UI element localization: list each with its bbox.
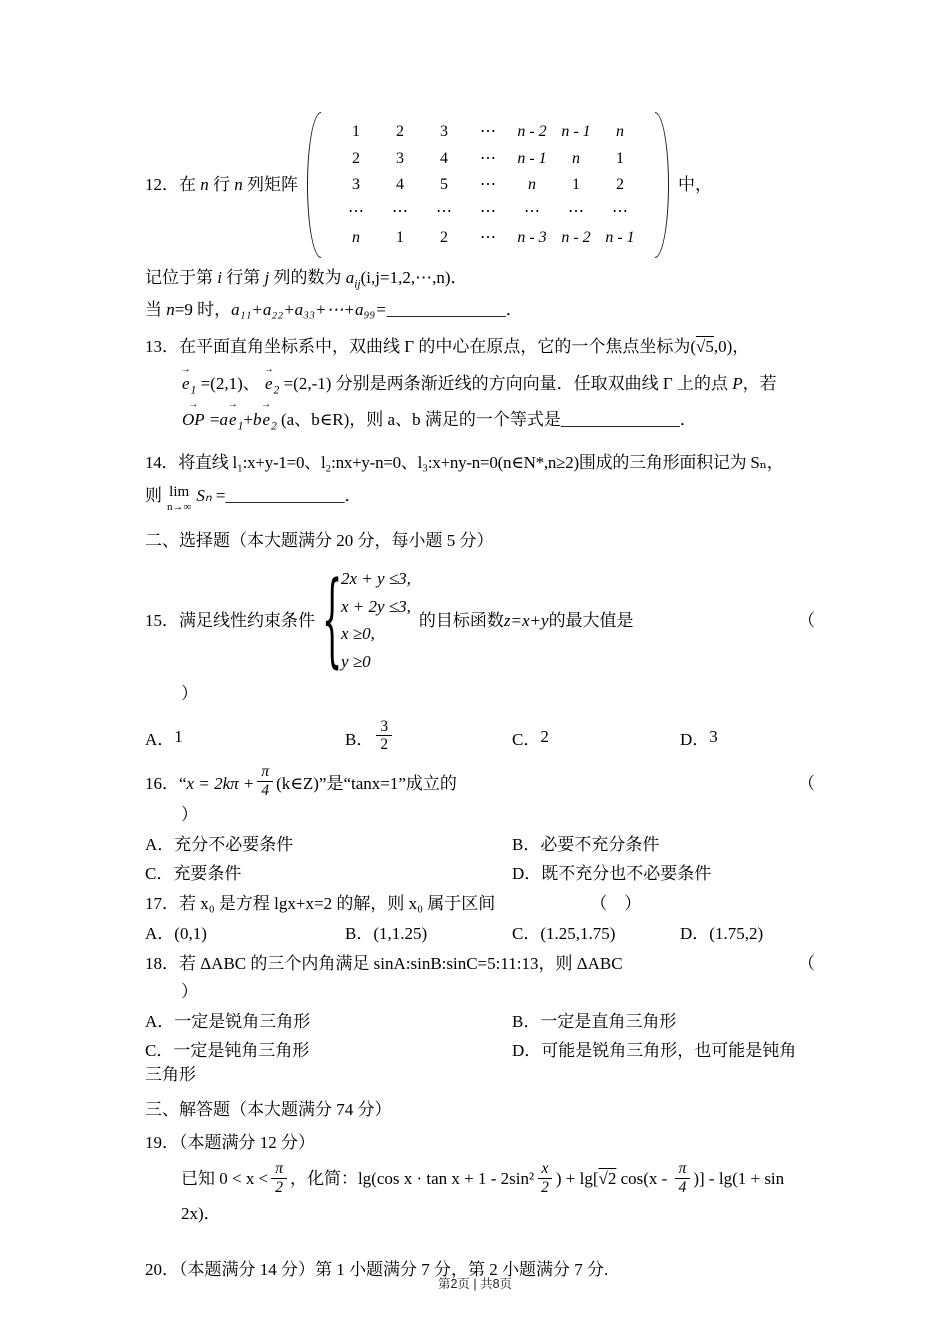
matrix-cell: 3 [396,149,404,167]
problem-15-statement [145,562,815,678]
text-run: 的目标函数 [418,610,504,630]
math-var-j: j [264,267,270,287]
problem-12-statement [145,112,815,258]
math-var-n: n [200,175,209,195]
text-run: 记位于第 [145,267,218,287]
problem-14-line-2 [145,482,815,514]
matrix-cell: 2 [352,149,360,167]
left-brace [323,595,341,646]
text-run: ． [344,486,362,506]
constraint-line: 2x + y ≤3, [341,569,411,589]
q12-number: 12． [145,175,179,195]
math-var-e: e [265,374,273,394]
option-value: 2 [540,727,549,747]
math-expression: )] - lg(1 + sin 2x)． [181,1169,785,1224]
option-d: D．既不充分也不必要条件 [512,864,712,884]
problem-15-close-paren [145,680,815,707]
text-run: ( [690,337,696,357]
option-c: C．(1.25,1.75) [512,924,616,944]
q15-lead [145,607,315,634]
problem-18-options [145,1007,815,1061]
matrix-cell: ⋯ [480,202,496,220]
matrix-cell: 2 [440,229,448,247]
limit-expression [167,485,191,513]
sqrt-2: √2 [598,1169,617,1189]
problem-16-close-paren [145,801,815,828]
problem-12-line-2 [145,264,815,294]
constraint-line: y ≥0 [341,651,371,671]
fraction-x-2 [537,1160,553,1196]
text-run: (a、b∈R)，则 a、b 满足的一个等式是 [276,409,561,429]
vector-e2 [261,404,271,436]
matrix-cell: ⋯ [436,202,452,220]
fraction-denominator: 2 [380,735,389,753]
text-run: 将直线 l₁:x+y-1=0、l₂:nx+y-n=0、l₃:x+ny-n=0(n∈N*,n≥2)围成的三角形面积记为 Sₙ， [178,452,784,472]
math-expression: x = 2kπ + [186,773,255,793]
matrix [307,112,669,258]
math-expression: cos(x - [616,1169,672,1189]
text-run: ，若 [742,374,777,394]
option-d [680,725,815,750]
matrix-cell: n - 3 [517,229,547,247]
option-b: B．(1,1.25) [345,924,428,944]
text-run: (k∈Z) [276,773,319,793]
matrix-cell: n - 1 [517,149,547,167]
math-var-b: b [252,409,262,429]
math-subscript: 1 [190,383,197,397]
text-run: =9 时， [174,299,232,319]
fraction-pi-4 [675,1160,691,1196]
constraint-line: x ≥0, [341,624,375,644]
matrix-cell: n - 2 [561,229,591,247]
text-run: =(2,1)、 [196,374,264,394]
answer-parens: （ ） [590,894,642,914]
matrix-row [334,120,642,144]
matrix-cell: n [352,229,360,247]
problem-18-option-d-wrap [145,1061,815,1088]
text-run: (i,j=1,2,⋯,n)． [360,267,468,287]
q16-number: 16． [145,773,179,793]
fraction-denominator: 4 [261,781,270,799]
text-run: ． [679,409,697,429]
text-run: + [243,409,253,429]
problem-14-statement [145,449,815,476]
problem-19-statement [145,1129,815,1156]
matrix-cell: ⋯ [392,202,408,220]
text-run: 列的数为 [269,267,346,287]
fraction-denominator: 2 [275,1178,283,1196]
matrix-row [334,147,642,171]
page-footer [0,1274,950,1292]
vector-OP [181,404,206,436]
option-a [145,725,345,750]
problem-16-options [145,830,815,884]
problem-17-options [145,919,815,944]
sqrt-5: √5 [696,337,714,357]
limit-operator: lim [169,484,190,501]
problem-16-statement [145,765,815,801]
answer-blank: ______________ [225,486,345,506]
answer-open-paren: （ [798,773,815,793]
matrix-cell: ⋯ [524,202,540,220]
q12-lead-text [145,171,298,198]
text-run: =(2,-1) [279,374,332,394]
problem-18-statement [145,950,815,977]
option-a: A．充分不必要条件 [145,835,294,855]
fraction-denominator: 4 [678,1178,687,1196]
option-b: B．一定是直角三角形 [512,1011,677,1031]
matrix-grid [326,112,650,258]
option-label: B． [345,729,374,749]
text-run: 在 [179,175,201,195]
option-a: A．一定是锐角三角形 [145,1011,311,1031]
text-run: ,0) [713,337,733,357]
q19-number: 19． [145,1133,179,1153]
text-run: 中， [678,175,712,195]
option-b [345,717,512,756]
option-label: D． [680,729,710,749]
math-var-n: n [166,299,175,319]
option-label: A． [145,729,175,749]
answer-blank: ______________ [386,299,506,319]
matrix-cell: n - 2 [517,123,547,140]
matrix-cell: 3 [440,123,448,140]
text-run: 若 ΔABC 的三个内角满足 sinA:sinB:sinC=5:11:13，则 ΔABC [179,954,623,974]
fraction-numerator: 3 [376,718,392,736]
math-var-OP: OP [182,409,205,429]
text-run: = [211,486,226,506]
text-run: “ [179,773,187,793]
text-run: 行 [208,175,235,195]
option-c [512,725,680,750]
answer-close-paren: ） [181,684,198,704]
matrix-cell: 2 [396,123,404,140]
text-run: 满足线性约束条件 [179,610,315,630]
text-run: ”是“tanx=1”成立的 [318,773,457,793]
section-title: 二、选择题（本大题满分 20 分，每小题 5 分） [145,531,494,551]
matrix-cell: n - 1 [561,123,591,140]
matrix-cell: 1 [572,176,580,194]
system-lines [341,562,411,678]
section-3-header [145,1096,815,1123]
text-run: ， [732,337,750,357]
fraction-3-2 [376,718,392,754]
matrix-cell: ⋯ [480,123,496,140]
text-run: （本题满分 12 分） [179,1133,315,1153]
math-subscript: 2 [273,383,280,397]
option-a: A．(0,1) [145,924,207,944]
text-run: 列矩阵 [242,175,298,195]
math-expression: lg(cos x · tan x + 1 - 2sin² [357,1169,535,1189]
text-run: （本题满分 14 分）第 1 小题满分 7 分，第 2 小题满分 7 分. [179,1260,609,1280]
math-sum: a₁₁+a₂₂+a₃₃+⋯+a₉₉= [231,299,387,319]
matrix-left-paren [307,112,321,258]
math-objective: z=x+y [503,610,549,630]
answer-open-paren: （ [798,954,815,974]
fraction-numerator: π [675,1160,691,1178]
problem-13-line-3 [145,404,815,437]
math-var-e: e [229,409,237,429]
math-var-e: e [262,409,270,429]
math-subscript: ij [354,277,361,291]
matrix-cell: n [616,123,624,140]
answer-blank: ______________ [560,409,680,429]
fraction-denominator: 2 [541,1178,549,1196]
page-number: 第2页 | 共8页 [437,1277,513,1291]
text-run: 则 [145,486,162,506]
exam-content [145,112,815,1284]
q17-number: 17． [145,894,179,914]
problem-15-options [145,717,815,756]
matrix-cell: ⋯ [568,202,584,220]
problem-13-statement [145,333,815,360]
matrix-right-paren [655,112,669,258]
math-var-e: e [182,374,190,394]
math-var-n: n [234,175,243,195]
matrix-cell: 1 [396,229,404,247]
option-c: C．一定是钝角三角形 [145,1040,310,1060]
option-label: C． [512,729,541,749]
text-run: 已知 0 < x < [181,1169,269,1189]
math-subscript: 1 [237,418,244,432]
matrix-cell: ⋯ [612,202,628,220]
answer-close-paren: ） [181,981,198,1001]
matrix-cell: 4 [396,176,404,194]
constraint-system [323,562,411,678]
math-var-i: i [217,267,222,287]
matrix-cell: 3 [352,176,360,194]
fraction-numerator: x [538,1160,553,1178]
option-c: C．充要条件 [145,864,242,884]
vector-e1 [228,404,238,436]
text-run: = [205,409,220,429]
matrix-cell: 4 [440,149,448,167]
problem-12-line-3 [145,296,815,323]
option-d-continued: 三角形 [145,1064,196,1084]
fraction-numerator: π [271,1160,287,1178]
matrix-cell: ⋯ [480,176,496,194]
q20-number: 20． [145,1260,179,1280]
problem-18-close-paren [145,978,815,1005]
matrix-cell: 1 [616,149,624,167]
q13-number: 13． [145,337,179,357]
section-title: 三、解答题（本大题满分 74 分） [145,1099,392,1119]
math-var-Sn: Sₙ [196,486,212,506]
matrix-row [334,226,642,250]
math-expression: ) + lg[ [555,1169,599,1189]
option-value: 1 [174,727,183,747]
limit-subscript: n→∞ [167,501,192,514]
problem-17-statement [145,890,815,917]
matrix-cell: n - 1 [605,229,635,247]
answer-close-paren: ） [181,805,198,825]
fraction-numerator: π [257,763,273,781]
matrix-cell: ⋯ [480,149,496,167]
matrix-cell: ⋯ [480,229,496,247]
constraint-line: x + 2y ≤3, [341,596,411,616]
fraction-pi-4 [257,763,273,799]
math-var-a: a [219,409,229,429]
matrix-cell: 1 [352,123,360,140]
math-var-P: P [732,374,743,394]
text-run: 行第 [221,267,265,287]
option-value: 3 [709,727,718,747]
problem-13-line-2 [145,368,815,401]
fraction-pi-2 [271,1160,287,1196]
q15-number: 15． [145,610,179,630]
matrix-cell: 5 [440,176,448,194]
answer-open-paren: （ [798,610,815,630]
section-2-header [145,527,815,554]
text-run: 的最大值是 [548,610,634,630]
text-run: ，化简： [289,1169,358,1189]
text-run: ． [505,299,523,319]
matrix-row [334,200,642,224]
problem-19-expression [145,1162,815,1230]
matrix-cell: n [572,149,580,167]
option-d: D．可能是锐角三角形，也可能是钝角 [512,1040,797,1060]
option-d: D．(1.75,2) [680,924,764,944]
q18-number: 18． [145,954,179,974]
matrix-row [334,173,642,197]
matrix-cell: n [528,176,536,194]
math-var-a: a [345,267,355,287]
text-run: 若 x₀ 是方程 lgx+x=2 的解，则 x₀ 属于区间 [179,894,496,914]
text-run: 分别是两条渐近线的方向向量．任取双曲线 Γ 上的点 [331,374,733,394]
text-run: 当 [145,299,167,319]
option-b: B．必要不充分条件 [512,835,660,855]
matrix-cell: 2 [616,176,624,194]
q14-number: 14． [145,452,179,472]
matrix-cell: ⋯ [348,202,364,220]
math-subscript: 2 [270,418,277,432]
text-run: 在平面直角坐标系中，双曲线 Γ 的中心在原点，它的一个焦点坐标为 [179,337,691,357]
